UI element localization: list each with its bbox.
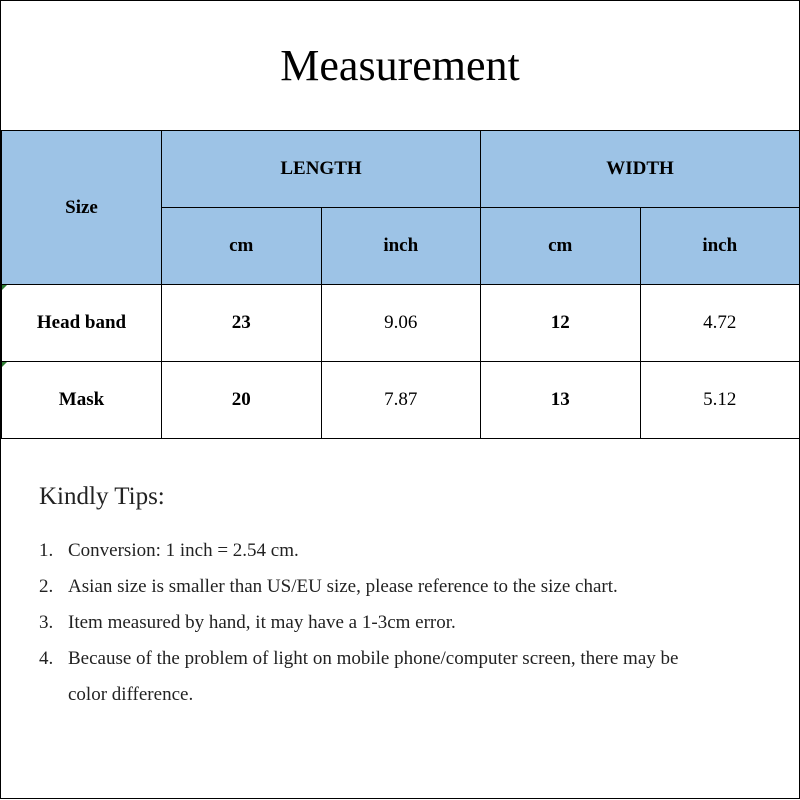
list-number: 1.: [39, 540, 54, 561]
list-text: Because of the problem of light on mobile phone/computer screen, there may be color difference.: [68, 648, 679, 705]
tips-heading: Kindly Tips:: [39, 483, 165, 510]
length-inch-header: inch: [321, 208, 481, 285]
width-inch-header: inch: [640, 208, 800, 285]
length-inch-cell: 9.06: [321, 285, 481, 362]
table-row: [2, 285, 800, 362]
table-row: [2, 362, 800, 439]
length-inch-cell: 7.87: [321, 362, 481, 439]
length-header: LENGTH: [162, 131, 481, 208]
length-cm-cell: 23: [162, 285, 322, 362]
list-number: 2.: [39, 576, 54, 597]
length-cm-cell: 20: [162, 362, 322, 439]
width-header: WIDTH: [481, 131, 800, 208]
size-header: Size: [2, 131, 162, 285]
list-item: [39, 533, 779, 569]
list-number: 4.: [39, 648, 54, 669]
list-text: Conversion: 1 inch = 2.54 cm.: [68, 540, 299, 561]
list-text: Item measured by hand, it may have a 1-3cm error.: [68, 612, 456, 633]
width-inch-cell: 5.12: [640, 362, 800, 439]
width-cm-cell: 13: [481, 362, 641, 439]
row-name: Head band: [2, 285, 162, 362]
width-inch-cell: 4.72: [640, 285, 800, 362]
row-name: Mask: [2, 362, 162, 439]
width-cm-cell: 12: [481, 285, 641, 362]
length-cm-header: cm: [162, 208, 322, 285]
cell-marker-triangle: [2, 362, 7, 367]
list-text: Asian size is smaller than US/EU size, please reference to the size chart.: [68, 576, 618, 597]
cell-marker-triangle: [2, 285, 7, 290]
list-item: [39, 569, 779, 605]
list-item: [39, 605, 779, 641]
tips-list: [39, 533, 779, 713]
list-item: [39, 641, 779, 713]
width-cm-header: cm: [481, 208, 641, 285]
table-header-row: [2, 131, 800, 208]
page-title: Measurement: [1, 1, 799, 131]
size-table: [1, 130, 800, 439]
tips-section: [39, 483, 779, 713]
list-number: 3.: [39, 612, 54, 633]
